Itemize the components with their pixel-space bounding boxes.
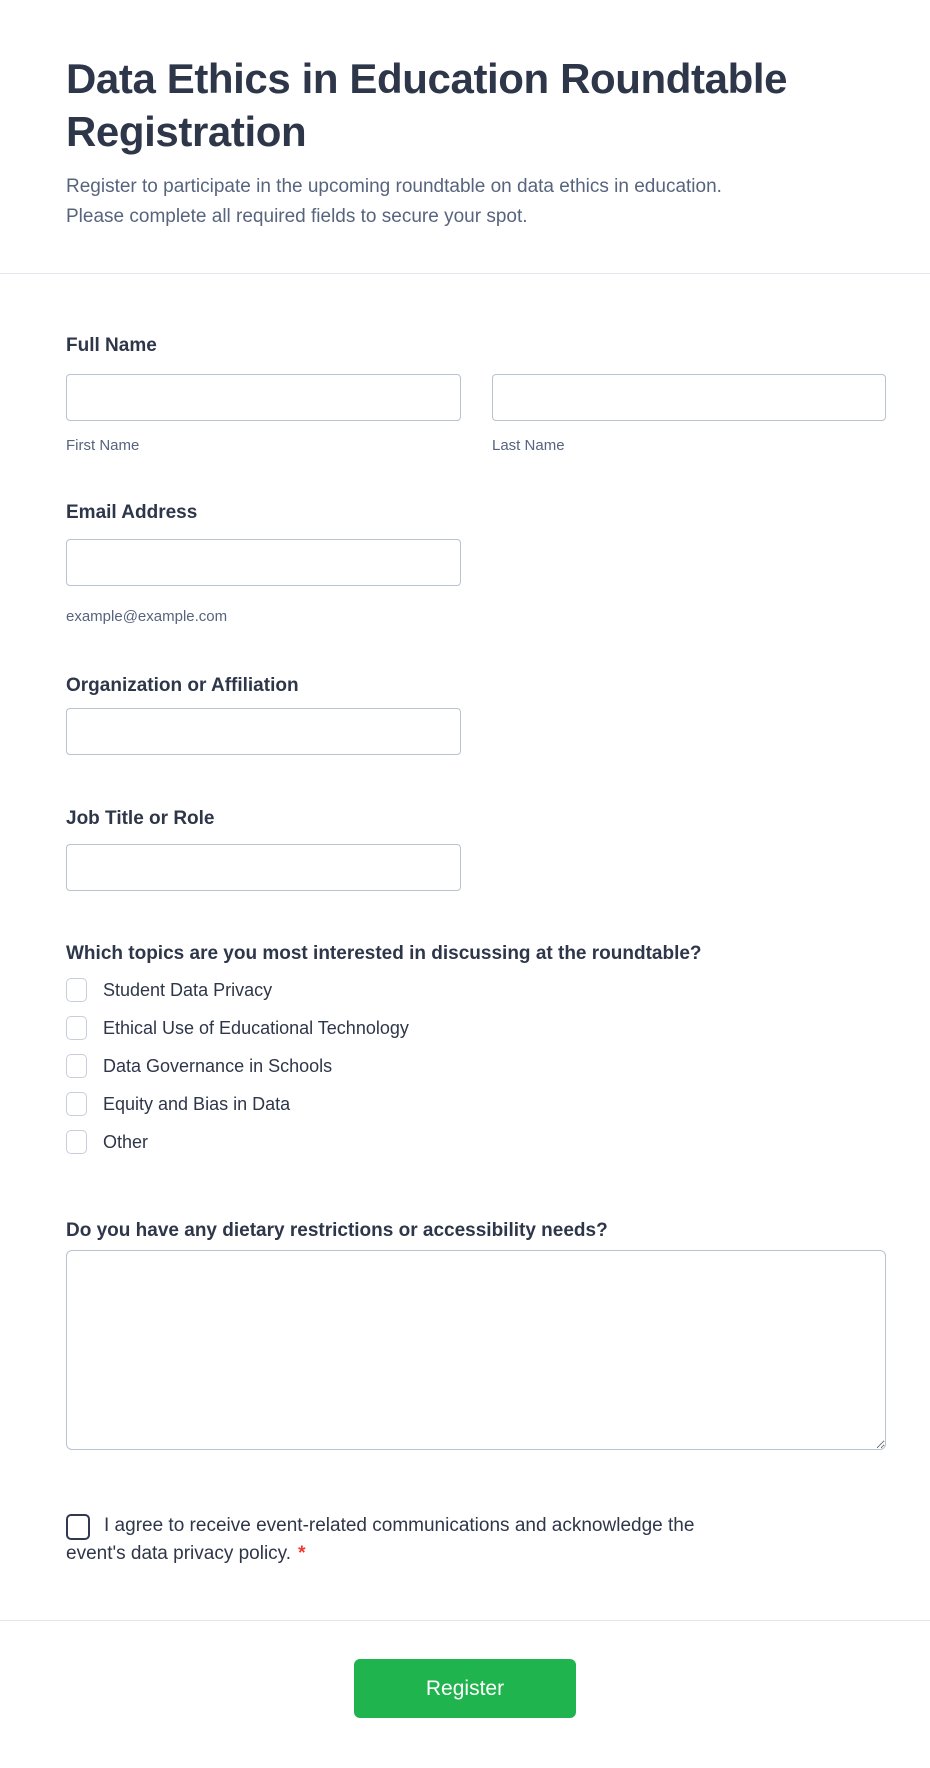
form-subtitle: Register to participate in the upcoming roundtable on data ethics in education. Please complete all required fields to secure your spot.	[66, 176, 722, 227]
dietary-question-label: Do you have any dietary restrictions or accessibility needs?	[66, 1220, 608, 1241]
job-title-label: Job Title or Role	[66, 808, 215, 829]
field-job-title	[66, 807, 886, 891]
topics-options	[66, 978, 886, 1154]
name-inputs-row	[66, 374, 886, 421]
agreement-text	[66, 1512, 886, 1568]
topic-option-data-governance[interactable]	[66, 1054, 886, 1078]
required-asterisk: *	[298, 1543, 306, 1564]
name-sublabels-row	[66, 437, 886, 455]
topic-option-student-data-privacy[interactable]	[66, 978, 886, 1002]
topics-question-label: Which topics are you most interested in discussing at the roundtable?	[66, 943, 702, 964]
checkbox-unchecked-icon[interactable]	[66, 1016, 87, 1040]
topic-option-label: Ethical Use of Educational Technology	[103, 1018, 409, 1038]
form-footer	[0, 1659, 930, 1768]
full-name-label: Full Name	[66, 335, 157, 356]
first-name-input[interactable]	[66, 374, 461, 421]
page-title: Data Ethics in Education Roundtable Registration	[66, 55, 788, 155]
checkbox-unchecked-icon[interactable]	[66, 1130, 87, 1154]
agreement-checkbox-unchecked-icon[interactable]	[66, 1514, 90, 1540]
topic-option-label: Other	[103, 1132, 149, 1152]
topic-option-label: Equity and Bias in Data	[103, 1094, 291, 1114]
last-name-sublabel: Last Name	[492, 437, 565, 454]
form-header	[0, 0, 930, 232]
register-button[interactable]: Register	[354, 1659, 576, 1718]
dietary-textarea[interactable]	[66, 1250, 886, 1450]
topic-option-label: Student Data Privacy	[103, 980, 273, 1000]
agreement-statement: I agree to receive event-related communications and acknowledge the event's data privacy policy.	[66, 1515, 695, 1564]
field-topics	[66, 942, 886, 1154]
checkbox-unchecked-icon[interactable]	[66, 1054, 87, 1078]
topic-option-equity-and-bias[interactable]	[66, 1092, 886, 1116]
topic-option-ethical-use-edtech[interactable]	[66, 1016, 886, 1040]
organization-label: Organization or Affiliation	[66, 675, 299, 696]
field-full-name	[66, 334, 886, 455]
header-divider	[0, 273, 930, 274]
first-name-sublabel: First Name	[66, 437, 140, 454]
topic-option-label: Data Governance in Schools	[103, 1056, 333, 1076]
organization-input[interactable]	[66, 708, 461, 755]
field-dietary	[66, 1219, 886, 1450]
last-name-input[interactable]	[492, 374, 887, 421]
topic-option-other[interactable]	[66, 1130, 886, 1154]
checkbox-unchecked-icon[interactable]	[66, 1092, 87, 1116]
job-title-input[interactable]	[66, 844, 461, 891]
field-organization	[66, 674, 886, 755]
form-body	[0, 334, 930, 1620]
email-input[interactable]	[66, 539, 461, 586]
field-agreement[interactable]	[66, 1512, 886, 1620]
email-label: Email Address	[66, 502, 198, 523]
email-sublabel: example@example.com	[66, 608, 228, 625]
footer-divider	[0, 1620, 930, 1621]
checkbox-unchecked-icon[interactable]	[66, 978, 87, 1002]
field-email	[66, 501, 886, 626]
